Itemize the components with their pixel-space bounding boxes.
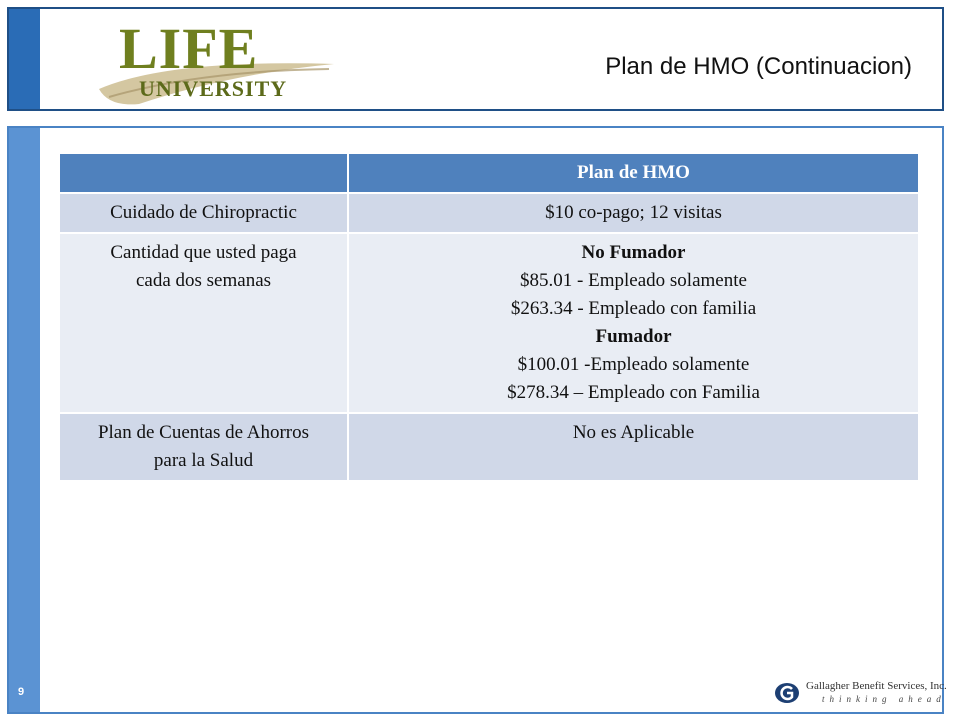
body-accent-strip <box>9 128 40 712</box>
row-label-line: cada dos semanas <box>135 270 272 291</box>
life-university-logo <box>79 16 339 107</box>
table-header-row <box>59 153 919 193</box>
page-number: 9 <box>18 686 25 698</box>
header-accent-strip <box>9 9 40 109</box>
row-label-cell <box>59 193 348 233</box>
row-value-line: $278.34 – Empleado con Familia <box>507 382 760 403</box>
row-label-line: Plan de Cuentas de Ahorros <box>97 422 310 443</box>
row-label-cell <box>59 233 348 413</box>
row-label-line: Cantidad que usted paga <box>110 242 297 263</box>
row-value-line: Fumador <box>595 326 672 347</box>
logo-main-text: LIFE <box>119 16 259 81</box>
row-value-line: $85.01 - Empleado solamente <box>520 270 747 291</box>
table-row <box>59 193 919 233</box>
table-header-cell: Plan de HMO <box>348 153 919 193</box>
row-label-cell <box>59 413 348 481</box>
table-row <box>59 413 919 481</box>
content-panel <box>7 126 944 714</box>
table-row <box>59 233 919 413</box>
company-tagline: thinking ahead <box>822 694 946 704</box>
logo-sub-text: UNIVERSITY <box>139 76 288 101</box>
row-value-line: $10 co-pago; 12 visitas <box>545 202 722 223</box>
row-label-line: para la Salud <box>153 450 254 471</box>
row-value-line: $263.34 - Empleado con familia <box>510 298 757 319</box>
page-title: Plan de HMO (Continuacion) <box>605 53 912 80</box>
row-value-line: No Fumador <box>581 242 686 263</box>
company-name: Gallagher Benefit Services, Inc. <box>806 680 947 692</box>
row-value-line: No es Aplicable <box>572 422 695 443</box>
gallagher-g-icon <box>774 682 800 704</box>
table-header-cell <box>59 153 348 193</box>
row-label-line: Cuidado de Chiropractic <box>110 202 297 223</box>
row-value-cell <box>348 193 919 233</box>
slide-header <box>7 7 944 111</box>
row-value-line: $100.01 -Empleado solamente <box>517 354 750 375</box>
row-value-cell <box>348 413 919 481</box>
plan-table <box>58 152 920 482</box>
gallagher-logo <box>774 680 947 708</box>
row-value-cell <box>348 233 919 413</box>
